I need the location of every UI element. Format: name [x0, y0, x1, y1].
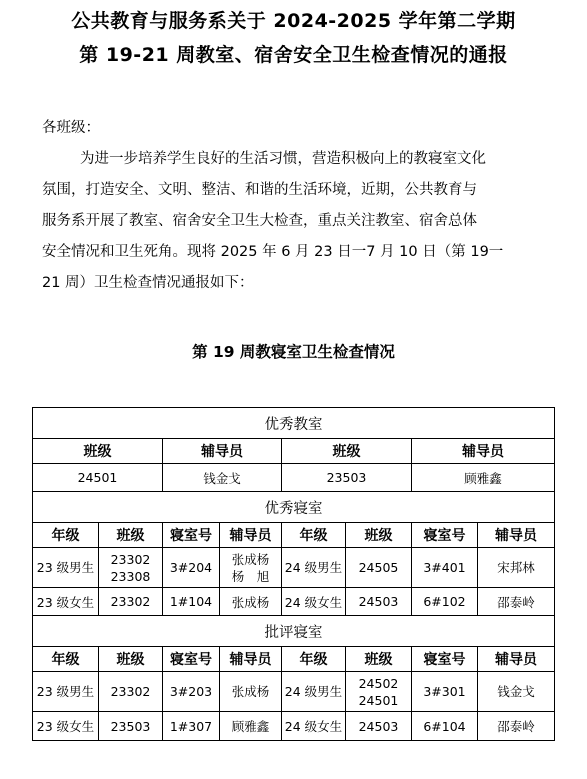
body-paragraph-line: 服务系开展了教室、宿舍安全卫生大检查，重点关注教室、宿舍总体: [42, 213, 477, 229]
column-header: 寝室号: [163, 523, 220, 548]
grade-cell: 23 级男生: [33, 548, 99, 588]
counselor-cell: 邵泰岭: [478, 712, 555, 741]
table-row: [33, 464, 555, 492]
counselor-cell: 张成杨: [220, 672, 282, 712]
column-header: 寝室号: [163, 647, 220, 672]
class-value: 24502: [358, 675, 399, 691]
counselor-cell: 钱金戈: [163, 464, 282, 492]
column-header: 班级: [33, 439, 163, 464]
counselor-cell: 钱金戈: [478, 672, 555, 712]
grade-cell: 23 级女生: [33, 588, 99, 616]
class-cell: 24505: [346, 548, 412, 588]
column-header: 辅导员: [412, 439, 555, 464]
class-cell: [99, 548, 163, 588]
column-header: 年级: [282, 647, 346, 672]
inspection-table: [32, 407, 555, 741]
room-cell: 1#307: [163, 712, 220, 741]
column-header: 班级: [282, 439, 412, 464]
column-header: 辅导员: [220, 647, 282, 672]
class-cell: 23503: [282, 464, 412, 492]
grade-cell: 23 级女生: [33, 712, 99, 741]
document-title-line1: 公共教育与服务系关于 2024-2025 学年第二学期: [71, 10, 516, 32]
room-cell: 6#102: [412, 588, 478, 616]
counselor-value: 杨 旭: [231, 568, 270, 584]
class-cell: 24503: [346, 588, 412, 616]
column-header: 辅导员: [478, 647, 555, 672]
table-row: [33, 712, 555, 741]
body-paragraph-line: 21 周）卫生检查情况通报如下：: [42, 275, 254, 291]
section-title: 第 19 周教寝室卫生检查情况: [192, 343, 395, 361]
greeting: 各班级：: [42, 120, 100, 136]
table-row: [33, 588, 555, 616]
room-cell: 3#401: [412, 548, 478, 588]
class-cell: 24501: [33, 464, 163, 492]
grade-cell: 24 级女生: [282, 588, 346, 616]
column-header: 寝室号: [412, 647, 478, 672]
grade-cell: 24 级女生: [282, 712, 346, 741]
class-cell: 24503: [346, 712, 412, 741]
counselor-cell: 邵泰岭: [478, 588, 555, 616]
class-cell: 23302: [99, 672, 163, 712]
column-header: 班级: [99, 523, 163, 548]
class-value: 23302: [110, 551, 151, 567]
counselor-cell: [220, 548, 282, 588]
room-cell: 6#104: [412, 712, 478, 741]
document-title-line2: 第 19-21 周教室、宿舍安全卫生检查情况的通报: [79, 44, 508, 66]
counselor-cell: 顾雅鑫: [412, 464, 555, 492]
body-paragraph-line: 氛围，打造安全、文明、整洁、和谐的生活环境，近期，公共教育与: [42, 182, 477, 198]
counselor-value: 张成杨: [231, 551, 270, 567]
counselor-cell: 顾雅鑫: [220, 712, 282, 741]
column-header: 班级: [99, 647, 163, 672]
column-header: 寝室号: [412, 523, 478, 548]
class-cell: 23302: [99, 588, 163, 616]
grade-cell: 24 级男生: [282, 672, 346, 712]
grade-cell: 24 级男生: [282, 548, 346, 588]
column-header: 班级: [346, 523, 412, 548]
column-header: 年级: [282, 523, 346, 548]
body-paragraph-line: 为进一步培养学生良好的生活习惯，营造积极向上的教寝室文化: [80, 151, 486, 167]
column-header: 班级: [346, 647, 412, 672]
class-cell: 23503: [99, 712, 163, 741]
class-value: 24501: [358, 692, 399, 708]
grade-cell: 23 级男生: [33, 672, 99, 712]
class-cell: [346, 672, 412, 712]
room-cell: 3#301: [412, 672, 478, 712]
column-header: 辅导员: [163, 439, 282, 464]
room-cell: 1#104: [163, 588, 220, 616]
table-row: [33, 672, 555, 712]
room-cell: 3#203: [163, 672, 220, 712]
class-value: 23308: [110, 568, 151, 584]
column-header: 年级: [33, 523, 99, 548]
excellent-dorm-heading: 优秀寝室: [33, 492, 555, 523]
column-header: 辅导员: [478, 523, 555, 548]
body-paragraph-line: 安全情况和卫生死角。现将 2025 年 6 月 23 日一7 月 10 日（第 19一: [42, 244, 504, 260]
column-header: 年级: [33, 647, 99, 672]
excellent-classroom-heading: 优秀教室: [33, 408, 555, 439]
table-row: [33, 548, 555, 588]
counselor-cell: 宋邦林: [478, 548, 555, 588]
criticized-dorm-heading: 批评寝室: [33, 616, 555, 647]
room-cell: 3#204: [163, 548, 220, 588]
column-header: 辅导员: [220, 523, 282, 548]
counselor-cell: 张成杨: [220, 588, 282, 616]
